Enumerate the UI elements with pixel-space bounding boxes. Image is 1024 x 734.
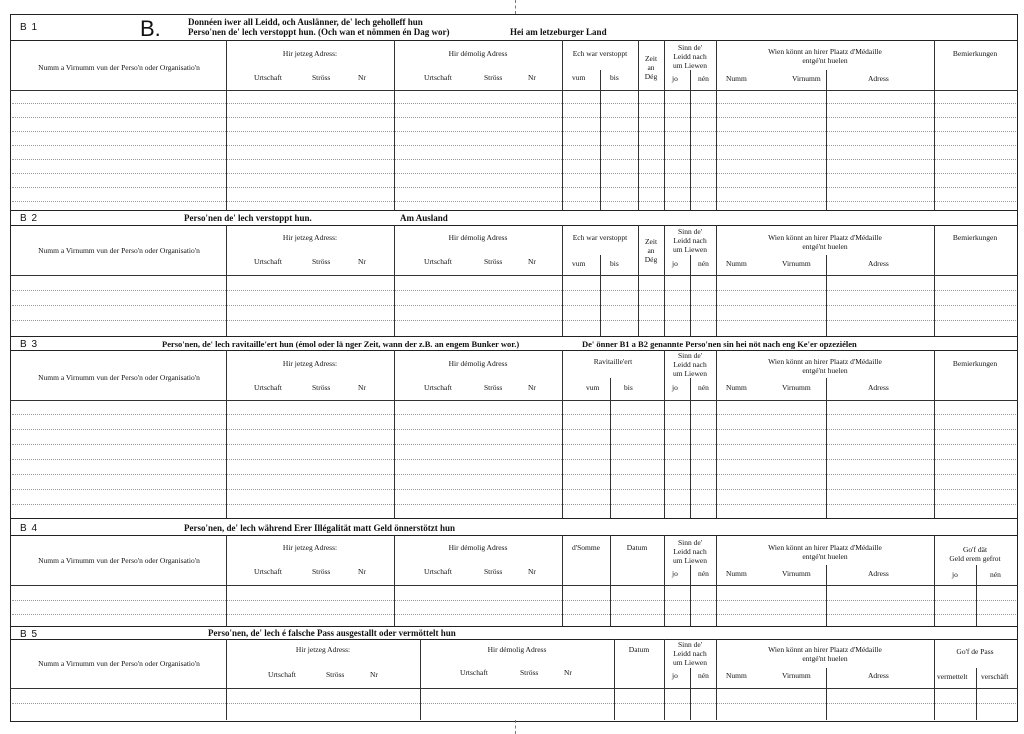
locality-header: Urtschaft — [254, 257, 282, 266]
remarks-header: Bemierkungen — [952, 233, 998, 242]
column-divider — [562, 350, 563, 518]
section-id: B 3 — [20, 339, 39, 350]
column-divider — [690, 565, 691, 626]
no-header: nén — [698, 259, 709, 268]
street-header: Ströss — [312, 257, 331, 266]
column-divider — [716, 40, 717, 210]
column-divider — [394, 40, 395, 210]
column-divider — [690, 378, 691, 518]
address-header: Adress — [868, 74, 889, 83]
no-header: nén — [698, 569, 709, 578]
column-divider — [614, 639, 615, 720]
medal-header: entgé'nt huelen — [802, 552, 848, 561]
column-divider — [826, 565, 827, 626]
locality-header: Urtschaft — [424, 383, 452, 392]
nr-header: Nr — [370, 670, 378, 679]
medal-header: Wien könnt an hirer Plaatz d'Médaille — [768, 543, 882, 552]
street-header: Ströss — [312, 73, 331, 82]
alive-header: Leidd nach — [673, 547, 707, 556]
nr-header: Nr — [528, 383, 536, 392]
current-address-header: Hir jetzeg Adress: — [295, 645, 351, 654]
column-divider — [600, 255, 601, 336]
column-divider — [690, 668, 691, 720]
time-header: an — [647, 63, 655, 72]
locality-header: Urtschaft — [424, 73, 452, 82]
locality-header: Urtschaft — [424, 567, 452, 576]
column-divider — [664, 225, 665, 336]
rule — [10, 336, 1018, 337]
column-divider — [664, 40, 665, 210]
alive-header: um Liewen — [673, 369, 707, 378]
no-header: nén — [698, 383, 709, 392]
alive-header: um Liewen — [673, 556, 707, 565]
rule — [10, 518, 1018, 519]
name-header: Numm a Virnumm vun der Perso'n oder Organisatio'n — [38, 556, 200, 565]
locality-header: Urtschaft — [424, 257, 452, 266]
entry-line[interactable] — [12, 703, 1016, 704]
column-divider — [226, 639, 227, 720]
yes-header: jo — [952, 570, 958, 579]
header-line1: Donnéen iwer all Leidd, och Auslänner, de' lech geholleff hun — [188, 17, 423, 27]
time-header: Dég — [644, 72, 658, 81]
medal-header: Wien könnt an hirer Plaatz d'Médaille — [768, 645, 882, 654]
entry-line[interactable] — [12, 187, 1016, 188]
yes-header: jo — [672, 569, 678, 578]
nr-header: Nr — [358, 383, 366, 392]
entry-line[interactable] — [12, 600, 1016, 601]
form-letter: B. — [140, 16, 161, 41]
arranged-header: vermettelt — [937, 672, 968, 681]
address-header: Adress — [868, 383, 889, 392]
nr-header: Nr — [358, 567, 366, 576]
entry-line[interactable] — [12, 290, 1016, 291]
to-header: bis — [624, 383, 633, 392]
entry-line[interactable] — [12, 201, 1016, 202]
surname-header: Numm — [726, 74, 747, 83]
entry-line[interactable] — [12, 131, 1016, 132]
street-header: Ströss — [484, 383, 503, 392]
entry-line[interactable] — [12, 504, 1016, 505]
rule — [10, 275, 1018, 276]
no-header: nén — [698, 74, 709, 83]
section-subtitle: De' önner B1 a B2 genannte Perso'nen sin hei nöt nach eng Ke'er opzeziélen — [582, 339, 857, 349]
former-address-header: Hir démolig Adress — [448, 49, 508, 58]
current-address-header: Hir jetzeg Adress: — [282, 359, 338, 368]
medal-header: Wien könnt an hirer Plaatz d'Médaille — [768, 233, 882, 242]
entry-line[interactable] — [12, 614, 1016, 615]
street-header: Ströss — [484, 73, 503, 82]
nr-header: Nr — [358, 257, 366, 266]
column-divider — [716, 535, 717, 626]
name-header: Numm a Virnumm vun der Perso'n oder Organisatio'n — [38, 659, 200, 668]
alive-header: Sinn de' — [677, 640, 703, 649]
alive-header: Sinn de' — [677, 227, 703, 236]
column-divider — [226, 225, 227, 336]
header-line2: Perso'nen de' lech verstoppt hun. (Och wan et nömmen én Dag wor) — [188, 27, 450, 37]
nr-header: Nr — [358, 73, 366, 82]
former-address-header: Hir démolig Adress — [487, 645, 547, 654]
section-title: Perso'nen de' lech verstoppt hun. — [184, 213, 312, 223]
column-divider — [976, 668, 977, 720]
firstname-header: Virnumm — [782, 259, 811, 268]
address-header: Adress — [868, 671, 889, 680]
column-divider — [610, 378, 611, 518]
alive-header: um Liewen — [673, 658, 707, 667]
nr-header: Nr — [528, 257, 536, 266]
current-address-header: Hir jetzeg Adress: — [282, 543, 338, 552]
entry-line[interactable] — [12, 305, 1016, 306]
column-divider — [226, 40, 227, 210]
yes-header: jo — [672, 383, 678, 392]
issued-header: verschäft — [981, 672, 1009, 681]
surname-header: Numm — [726, 383, 747, 392]
fold-mark — [515, 0, 516, 14]
nr-header: Nr — [528, 567, 536, 576]
former-address-header: Hir démolig Adress — [448, 359, 508, 368]
locality-header: Urtschaft — [254, 567, 282, 576]
column-divider — [600, 70, 601, 210]
ravitailleert-header: Ravitaille'ert — [593, 357, 633, 366]
name-header: Numm a Virnumm vun der Perso'n oder Organisatio'n — [38, 373, 200, 382]
rule — [10, 626, 1018, 627]
column-divider — [562, 225, 563, 336]
firstname-header: Virnumm — [782, 569, 811, 578]
entry-line[interactable] — [12, 117, 1016, 118]
from-header: vum — [572, 73, 586, 82]
medal-header: entgé'nt huelen — [802, 242, 848, 251]
remarks-header: Bemierkungen — [952, 49, 998, 58]
column-divider — [716, 350, 717, 518]
entry-line[interactable] — [12, 320, 1016, 321]
to-header: bis — [610, 73, 619, 82]
column-divider — [610, 535, 611, 626]
street-header: Ströss — [484, 567, 503, 576]
alive-header: Leidd nach — [673, 649, 707, 658]
section-id: B 2 — [20, 213, 39, 224]
entry-line[interactable] — [12, 474, 1016, 475]
time-header: Zeit — [644, 54, 658, 63]
sum-header: d'Somme — [571, 543, 601, 552]
entry-line[interactable] — [12, 489, 1016, 490]
entry-line[interactable] — [12, 414, 1016, 415]
rule — [10, 535, 1018, 536]
section-id: B 1 — [20, 22, 39, 33]
street-header: Ströss — [312, 383, 331, 392]
alive-header: um Liewen — [673, 245, 707, 254]
locality-header: Urtschaft — [254, 73, 282, 82]
to-header: bis — [610, 259, 619, 268]
street-header: Ströss — [484, 257, 503, 266]
rule — [10, 210, 1018, 211]
date-header: Datum — [626, 543, 648, 552]
column-divider — [664, 639, 665, 720]
rule — [10, 688, 1018, 689]
column-divider — [976, 565, 977, 626]
column-divider — [690, 255, 691, 336]
surname-header: Numm — [726, 569, 747, 578]
column-divider — [226, 535, 227, 626]
street-header: Ströss — [326, 670, 345, 679]
hidden-header: Ech war verstoppt — [572, 233, 628, 242]
section-subtitle: Am Ausland — [400, 213, 448, 223]
column-divider — [394, 535, 395, 626]
rule — [10, 225, 1018, 226]
column-divider — [394, 225, 395, 336]
alive-header: um Liewen — [673, 61, 707, 70]
pass-header: Go'f de Pass — [956, 647, 994, 656]
entry-line[interactable] — [12, 459, 1016, 460]
column-divider — [394, 350, 395, 518]
column-divider — [716, 639, 717, 720]
rule — [10, 639, 1018, 640]
column-divider — [934, 225, 935, 336]
hidden-header: Ech war verstoppt — [572, 49, 628, 58]
entry-line[interactable] — [12, 444, 1016, 445]
rule — [10, 585, 1018, 586]
column-divider — [638, 40, 639, 210]
column-divider — [826, 378, 827, 518]
firstname-header: Virnumm — [782, 383, 811, 392]
rule — [10, 90, 1018, 91]
former-address-header: Hir démolig Adress — [448, 233, 508, 242]
medal-header: Wien könnt an hirer Plaatz d'Médaille — [768, 47, 882, 56]
column-divider — [826, 668, 827, 720]
time-header: Dég — [644, 255, 658, 264]
from-header: vum — [586, 383, 600, 392]
column-divider — [690, 70, 691, 210]
entry-line[interactable] — [12, 103, 1016, 104]
surname-header: Numm — [726, 671, 747, 680]
section-title: Perso'nen, de' lech ravitaille'ert hun (émol oder lä nger Zeit, wann der z.B. an engem Bunker wor.) — [162, 339, 520, 349]
locality-header: Urtschaft — [460, 668, 488, 677]
date-header: Datum — [628, 645, 650, 654]
medal-header: entgé'nt huelen — [802, 56, 848, 65]
medal-header: Wien könnt an hirer Plaatz d'Médaille — [768, 357, 882, 366]
locality-header: Urtschaft — [254, 383, 282, 392]
column-divider — [826, 255, 827, 336]
column-divider — [826, 70, 827, 210]
entry-line[interactable] — [12, 145, 1016, 146]
remarks-header: Bemierkungen — [952, 359, 998, 368]
nr-header: Nr — [564, 668, 572, 677]
alive-header: Leidd nach — [673, 52, 707, 61]
rule — [10, 350, 1018, 351]
address-header: Adress — [868, 259, 889, 268]
yes-header: jo — [672, 74, 678, 83]
gave-header: Go'f dät — [962, 545, 988, 554]
no-header: nén — [698, 671, 709, 680]
firstname-header: Virnumm — [792, 74, 821, 83]
section-id: B 5 — [20, 629, 39, 640]
column-divider — [562, 535, 563, 626]
rule — [10, 400, 1018, 401]
alive-header: Sinn de' — [677, 351, 703, 360]
column-divider — [562, 40, 563, 210]
column-divider — [664, 535, 665, 626]
header-line2b: Hei am letzeburger Land — [510, 27, 607, 37]
current-address-header: Hir jetzeg Adress: — [282, 49, 338, 58]
time-header: Zeit — [644, 237, 658, 246]
medal-header: entgé'nt huelen — [802, 366, 848, 375]
yes-header: jo — [672, 259, 678, 268]
alive-header: Sinn de' — [677, 538, 703, 547]
rule — [10, 40, 1018, 41]
former-address-header: Hir démolig Adress — [448, 543, 508, 552]
street-header: Ströss — [312, 567, 331, 576]
section-title: Perso'nen, de' lech während Erer Illégalität matt Geld önnerstötzt hun — [184, 523, 455, 533]
alive-header: Leidd nach — [673, 360, 707, 369]
name-header: Numm a Virnumm vun der Perso'n oder Organisatio'n — [38, 63, 200, 72]
column-divider — [934, 535, 935, 626]
alive-header: Leidd nach — [673, 236, 707, 245]
alive-header: Sinn de' — [677, 43, 703, 52]
column-divider — [716, 225, 717, 336]
column-divider — [934, 350, 935, 518]
locality-header: Urtschaft — [268, 670, 296, 679]
column-divider — [934, 639, 935, 720]
surname-header: Numm — [726, 259, 747, 268]
firstname-header: Virnumm — [782, 671, 811, 680]
nr-header: Nr — [528, 73, 536, 82]
no-header: nén — [990, 570, 1001, 579]
medal-header: entgé'nt huelen — [802, 654, 848, 663]
column-divider — [664, 350, 665, 518]
entry-line[interactable] — [12, 173, 1016, 174]
street-header: Ströss — [520, 668, 539, 677]
column-divider — [226, 350, 227, 518]
yes-header: jo — [672, 671, 678, 680]
name-header: Numm a Virnumm vun der Perso'n oder Organisatio'n — [38, 246, 200, 255]
from-header: vum — [572, 259, 586, 268]
column-divider — [934, 40, 935, 210]
column-divider — [420, 639, 421, 720]
entry-line[interactable] — [12, 159, 1016, 160]
time-header: an — [647, 246, 655, 255]
section-id: B 4 — [20, 523, 39, 534]
address-header: Adress — [868, 569, 889, 578]
current-address-header: Hir jetzeg Adress: — [282, 233, 338, 242]
entry-line[interactable] — [12, 429, 1016, 430]
section-title: Perso'nen, de' lech é falsche Pass ausgestallt oder vermöttelt hun — [208, 628, 456, 638]
fold-mark — [515, 720, 516, 734]
gave-header: Geld erem gefrot — [949, 554, 1001, 563]
column-divider — [638, 225, 639, 336]
